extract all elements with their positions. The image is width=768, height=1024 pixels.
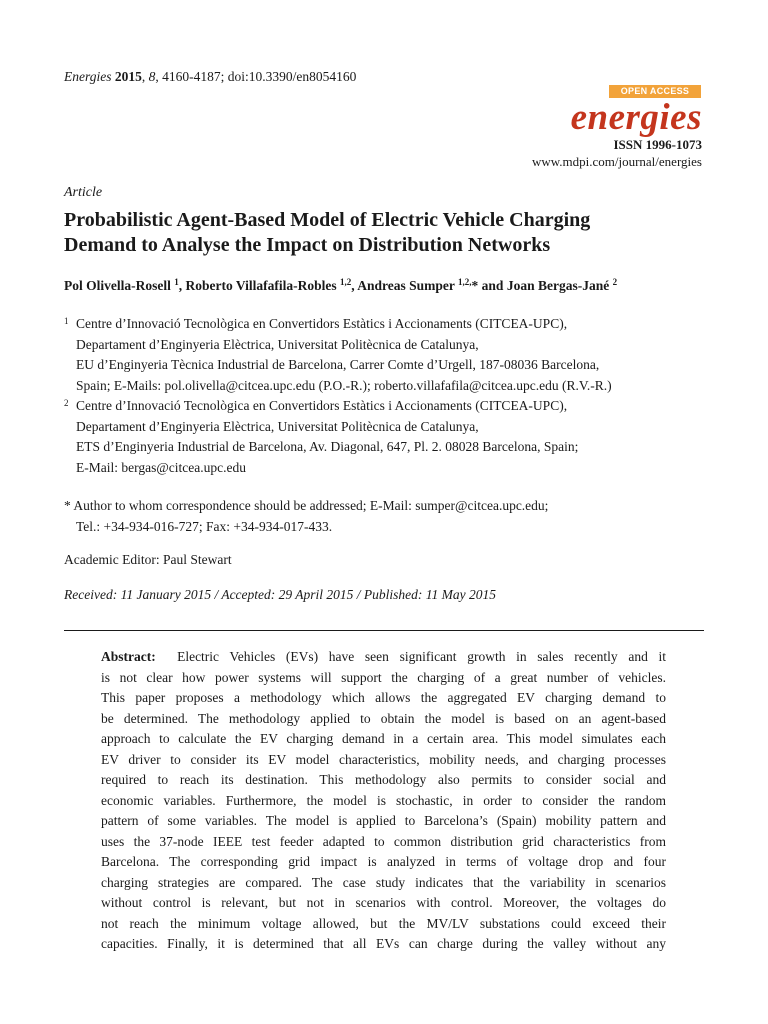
abstract-line: EV driver to consider its EV model characteristics, mobility needs, and charging processes	[101, 751, 666, 767]
affiliation-line: ETS d’Enginyeria Industrial de Barcelona, Av. Diagonal, 647, Pl. 2. 08028 Barcelona, Spain;	[76, 439, 579, 454]
affiliation-line: Centre d’Innovació Tecnològica en Convertidors Estàtics i Accionaments (CITCEA-UPC),	[76, 316, 568, 331]
abstract-first-text: Electric Vehicles (EVs) have seen significant growth in sales recently and it	[177, 649, 667, 664]
affiliation-line: Spain; E-Mails: pol.olivella@citcea.upc.edu (P.O.-R.); roberto.villafafila@citcea.upc.edu (R.V.-R.)	[76, 377, 612, 393]
abstract-line: uses the 37-node IEEE test feeder adapted to common distribution grid characteristics from	[101, 833, 666, 849]
affiliation-2	[64, 396, 714, 478]
abstract-line: economic variables. Furthermore, the model is stochastic, in order to consider the random	[101, 792, 666, 808]
abstract	[101, 647, 666, 955]
affiliation-line: Centre d’Innovació Tecnològica en Convertidors Estàtics i Accionaments (CITCEA-UPC),	[76, 398, 568, 413]
author-affil-sup: 1,2,	[458, 277, 472, 287]
correspondence-line: * Author to whom correspondence should be addressed; E-Mail: sumper@citcea.upc.edu;	[64, 498, 549, 513]
title-line-1: Probabilistic Agent-Based Model of Electric Vehicle Charging	[64, 209, 591, 231]
abstract-line: Barcelona. The corresponding grid impact is analyzed in terms of voltage drop and four	[101, 854, 666, 869]
citation-year: 2015	[114, 69, 142, 84]
corresponding-star: *	[471, 278, 479, 293]
affiliation-line: E-Mail: bergas@citcea.upc.edu	[76, 459, 246, 475]
affiliation-line: Departament d’Enginyeria Elèctrica, Universitat Politècnica de Catalunya,	[76, 336, 479, 352]
correspondence-line: Tel.: +34-934-016-727; Fax: +34-934-017-433.	[76, 518, 333, 534]
affiliation-line: Departament d’Enginyeria Elèctrica, Universitat Politècnica de Catalunya,	[76, 418, 479, 434]
citation-pages-doi: , 4160-4187; doi:10.3390/en8054160	[155, 69, 357, 84]
abstract-line: charging strategies are compared. The case study indicates that the variability in scenarios	[101, 874, 666, 890]
journal-url[interactable]: www.mdpi.com/journal/energies	[531, 154, 702, 169]
author-name: Andreas Sumper	[357, 278, 455, 293]
abstract-line: required to reach its destination. This methodology also permits to consider social and	[101, 772, 666, 787]
abstract-line: capacities. Finally, it is determined that all EVs can charge during the valley without any	[101, 936, 666, 951]
title-line-2: Demand to Analyse the Impact on Distribution Networks	[64, 234, 551, 256]
abstract-line: approach to calculate the EV charging demand in a certain area. This model simulates each	[101, 731, 666, 746]
abstract-line: without control is relevant, but not in scenarios with control. Moreover, the voltages do	[101, 895, 666, 910]
affiliation-number: 1	[64, 316, 69, 326]
author-name: Pol Olivella-Rosell	[64, 278, 171, 293]
abstract-line: pattern of some variables. The model is applied to Barcelona’s (Spain) mobility pattern and	[101, 813, 666, 828]
affiliation-line: EU d’Enginyeria Tècnica Industrial de Barcelona, Carrer Comte d’Urgell, 187-08036 Barcelona,	[76, 357, 600, 372]
section-divider	[64, 630, 704, 631]
journal-name: Energies	[64, 69, 112, 84]
article-type: Article	[64, 185, 103, 200]
author-name: Roberto Villafafila-Robles	[185, 278, 337, 293]
author-affil-sup: 2	[612, 277, 618, 287]
paper-title	[64, 208, 714, 258]
citation-volume: 8	[148, 69, 156, 84]
abstract-line: is not clear how power systems will support the charging of a great number of vehicles.	[101, 669, 666, 685]
citation-line: Energies 2015, 8, 4160-4187; doi:10.3390/en8054160	[64, 69, 357, 84]
abstract-label: Abstract:	[101, 649, 156, 664]
author-affil-sup: 1,2	[340, 277, 352, 287]
author-list: Pol Olivella-Rosell $^1$, Roberto Villafafila-Robles $^{1,2}$, Andreas Sumper $^{1,2,}$* and Joan Bergas-Jané $^2$	[64, 277, 618, 293]
open-access-badge: OPEN ACCESS	[609, 85, 701, 98]
abstract-line	[101, 647, 666, 668]
affiliation-1	[64, 314, 714, 396]
abstract-line: be determined. The methodology applied to obtain the model is based on an agent-based	[101, 710, 666, 726]
correspondence-note	[64, 496, 714, 537]
issn: ISSN 1996-1073	[613, 137, 702, 152]
publication-dates: Received: 11 January 2015 / Accepted: 29 April 2015 / Published: 11 May 2015	[64, 587, 497, 602]
author-name: Joan Bergas-Jané	[506, 278, 610, 293]
author-affil-sup: 1	[174, 277, 179, 287]
journal-logo: energies	[570, 97, 702, 138]
academic-editor: Academic Editor: Paul Stewart	[64, 552, 232, 567]
abstract-line: This paper proposes a methodology which allows the aggregated EV charging demand to	[101, 690, 666, 705]
abstract-line: not reach the minimum voltage allowed, but the MV/LV substations could exceed their	[101, 915, 666, 931]
affiliation-number: 2	[64, 398, 69, 408]
author-and: and	[481, 278, 504, 293]
